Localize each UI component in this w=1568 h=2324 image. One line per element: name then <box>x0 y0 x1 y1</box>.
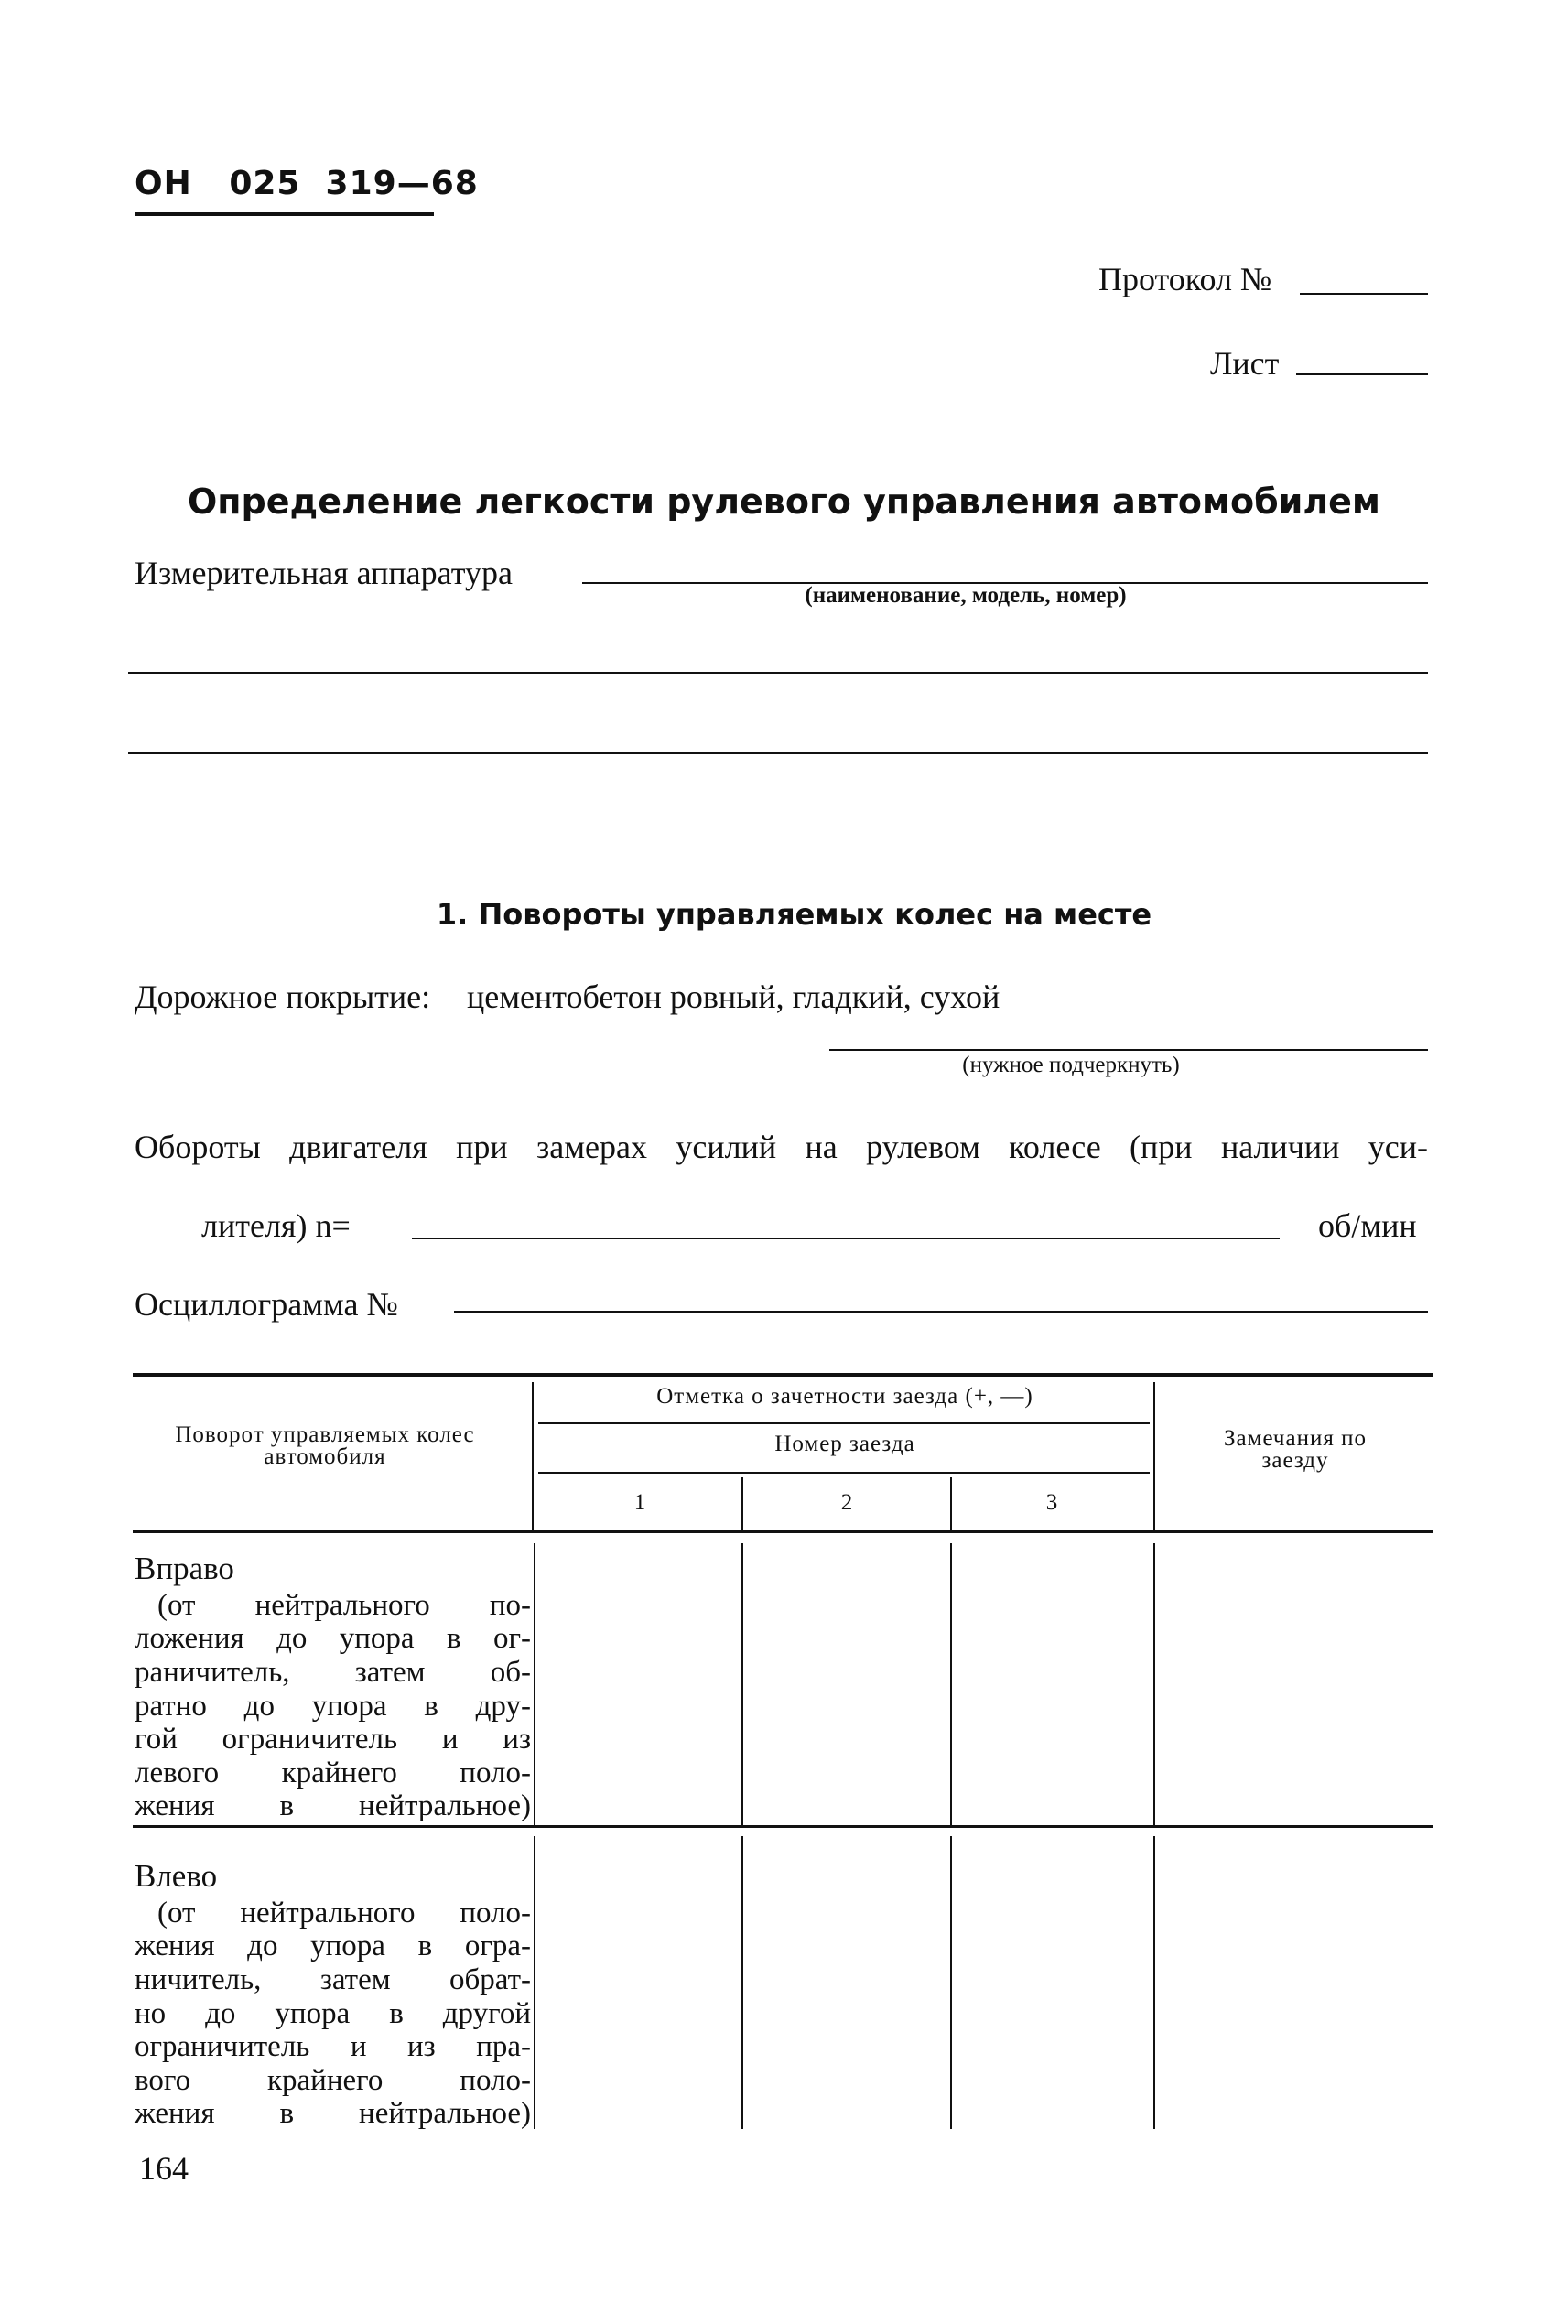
column-header-run: Номер заезда <box>774 1432 915 1456</box>
row-left-title: Влево <box>135 1858 218 1894</box>
table-divider <box>950 1543 952 1825</box>
equipment-field-line-3[interactable] <box>128 752 1428 754</box>
table-divider <box>534 1836 535 2129</box>
table-divider <box>532 1382 534 1532</box>
row-left-line: ограничитель и из пра- <box>135 2030 531 2063</box>
table-divider <box>1153 1543 1155 1825</box>
engine-rpm-label: лителя) n= <box>201 1207 351 1244</box>
equipment-field-line-2[interactable] <box>128 672 1428 674</box>
oscillogram-field[interactable] <box>454 1311 1428 1313</box>
protocol-label: Протокол № <box>1098 261 1272 297</box>
row-right-line: гой ограничитель и из <box>135 1723 531 1756</box>
road-surface-label: Дорожное покрытие: <box>135 978 431 1015</box>
table-divider <box>950 1836 952 2129</box>
row-right-line: (от нейтрального по- <box>157 1589 531 1622</box>
page-number: 164 <box>139 2150 189 2187</box>
engine-rpm-unit: об/мин <box>1318 1207 1417 1244</box>
sheet-number-field[interactable] <box>1296 373 1428 375</box>
table-header-bottom-rule <box>133 1530 1433 1533</box>
table-row-rule <box>133 1825 1433 1828</box>
column-header-remarks: Замечания по заезду <box>1224 1426 1367 1473</box>
table-divider <box>1153 1382 1155 1532</box>
document-code-rule <box>135 212 434 216</box>
oscillogram-label: Осциллограмма № <box>135 1286 398 1323</box>
road-surface-field[interactable] <box>829 1049 1428 1051</box>
row-left-line: вого крайнего поло- <box>135 2064 531 2097</box>
table-top-rule <box>133 1373 1433 1377</box>
column-header-mark: Отметка о зачетности заезда (+, —) <box>656 1384 1033 1409</box>
table-divider <box>534 1543 535 1825</box>
road-surface-note: (нужное подчеркнуть) <box>962 1053 1180 1077</box>
row-left-line: жения в нейтральное) <box>135 2097 531 2130</box>
row-left-line: но до упора в другой <box>135 1997 531 2030</box>
protocol-number-field[interactable] <box>1300 293 1428 295</box>
engine-rpm-text: Обороты двигателя при замерах усилий на рулевом колесе (при наличии уси- <box>135 1129 1428 1165</box>
run-number-2: 2 <box>840 1490 853 1515</box>
row-right-line: ложения до упора в ог- <box>135 1622 531 1655</box>
row-right-title: Вправо <box>135 1551 234 1586</box>
road-surface-options: цементобетон ровный, гладкий, сухой <box>467 978 1000 1015</box>
row-right-line: левого крайнего поло- <box>135 1757 531 1789</box>
equipment-label: Измерительная аппаратура <box>135 555 513 591</box>
section-title: 1. Повороты управляемых колес на месте <box>436 897 1152 932</box>
table-rule <box>538 1422 1150 1424</box>
run-number-3: 3 <box>1045 1490 1058 1515</box>
table-divider <box>741 1836 743 2129</box>
table-rule <box>538 1472 1150 1474</box>
table-divider <box>1153 1836 1155 2129</box>
row-left-line: ничитель, затем обрат- <box>135 1963 531 1996</box>
row-left-line: (от нейтрального поло- <box>157 1897 531 1929</box>
row-right-line: жения в нейтральное) <box>135 1789 531 1822</box>
document-code: ОН 025 319—68 <box>135 165 479 202</box>
table-divider <box>741 1543 743 1825</box>
row-right-line: ратно до упора в дру- <box>135 1690 531 1723</box>
row-right-line: раничитель, затем об- <box>135 1656 531 1689</box>
column-header-turn: Поворот управляемых колес автомобиля <box>175 1422 475 1469</box>
sheet-label: Лист <box>1210 345 1280 382</box>
row-left-line: жения до упора в огра- <box>135 1929 531 1962</box>
run-number-1: 1 <box>633 1490 646 1515</box>
page-title: Определение легкости рулевого управления автомобилем <box>187 481 1380 522</box>
engine-rpm-field[interactable] <box>412 1238 1280 1239</box>
equipment-note: (наименование, модель, номер) <box>805 583 1127 608</box>
